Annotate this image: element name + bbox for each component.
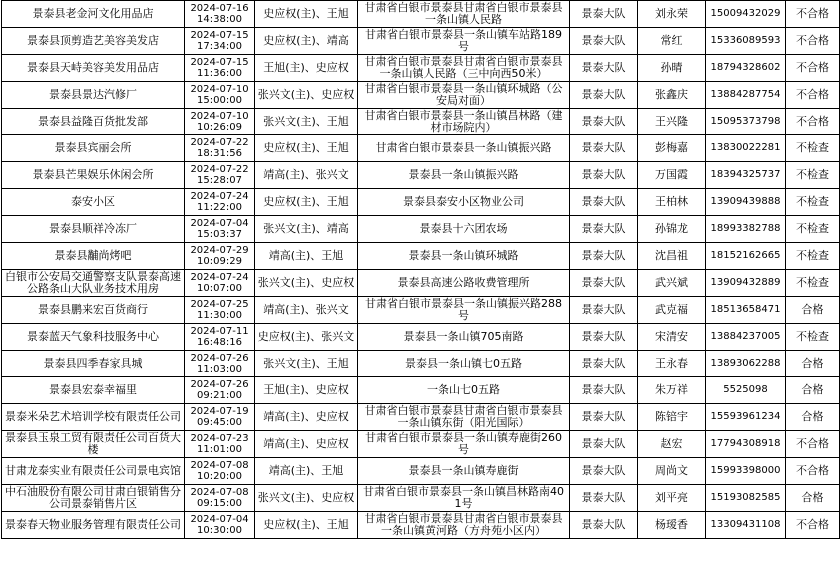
- business-name-cell: 景泰县顶剪造艺美容美发店: [2, 27, 185, 54]
- address-cell: 甘肃省白银市景泰县一条山镇昌林路（建材市场院内）: [358, 108, 570, 135]
- inspection-time: 09:21:00: [197, 390, 242, 402]
- inspectors-cell: 史应权(主)、王旭: [255, 135, 358, 162]
- inspection-datetime-cell: [185, 269, 255, 296]
- inspection-datetime-cell: [185, 485, 255, 512]
- unit-cell: 景泰大队: [570, 81, 638, 108]
- contact-person-cell: 沈昌祖: [638, 243, 706, 270]
- inspection-time: 15:03:37: [197, 229, 242, 241]
- inspection-datetime-cell: [185, 216, 255, 243]
- contact-person-cell: 刘平亮: [638, 485, 706, 512]
- result-cell: 合格: [786, 377, 840, 404]
- inspectors-cell: 史应权(主)、靖高: [255, 27, 358, 54]
- contact-person-cell: 孙晴: [638, 54, 706, 81]
- contact-person-cell: 陈锫宇: [638, 404, 706, 431]
- phone-cell: 15336089593: [706, 27, 786, 54]
- inspection-datetime-cell: [185, 458, 255, 485]
- business-name-cell: 中石油股份有限公司甘肃白银销售分公司景泰销售片区: [2, 485, 185, 512]
- address-cell: 甘肃省白银市景泰县一条山镇寿鹿街260号: [358, 431, 570, 458]
- inspection-datetime-cell: [185, 27, 255, 54]
- business-name-cell: 景泰县四季春家具城: [2, 350, 185, 377]
- inspection-datetime-cell: [185, 135, 255, 162]
- inspectors-cell: 史应权(主)、王旭: [255, 511, 358, 538]
- unit-cell: 景泰大队: [570, 135, 638, 162]
- unit-cell: 景泰大队: [570, 189, 638, 216]
- table-row: [2, 350, 840, 377]
- inspection-datetime-cell: [185, 1, 255, 28]
- inspection-time: 09:45:00: [197, 417, 242, 429]
- unit-cell: 景泰大队: [570, 350, 638, 377]
- business-name-cell: 景泰县老金河文化用品店: [2, 1, 185, 28]
- business-name-cell: 景泰县玉泉工贸有限责任公司百货大楼: [2, 431, 185, 458]
- contact-person-cell: 赵宏: [638, 431, 706, 458]
- unit-cell: 景泰大队: [570, 243, 638, 270]
- unit-cell: 景泰大队: [570, 431, 638, 458]
- phone-cell: 18513658471: [706, 296, 786, 323]
- contact-person-cell: 王永春: [638, 350, 706, 377]
- inspection-date: 2024-07-19: [190, 406, 249, 418]
- inspection-date: 2024-07-04: [190, 218, 249, 230]
- inspection-time: 11:22:00: [197, 202, 242, 214]
- table-row: [2, 377, 840, 404]
- business-name-cell: 景泰县宏泰幸福里: [2, 377, 185, 404]
- inspectors-cell: 靖高(主)、王旭: [255, 458, 358, 485]
- inspection-date: 2024-07-11: [190, 325, 249, 337]
- phone-cell: 13884287754: [706, 81, 786, 108]
- inspection-date: 2024-07-26: [190, 379, 249, 391]
- inspection-datetime-cell: [185, 54, 255, 81]
- table-row: [2, 243, 840, 270]
- unit-cell: 景泰大队: [570, 108, 638, 135]
- result-cell: 合格: [786, 485, 840, 512]
- unit-cell: 景泰大队: [570, 1, 638, 28]
- inspectors-cell: 史应权(主)、王旭: [255, 189, 358, 216]
- inspection-date: 2024-07-04: [190, 513, 249, 525]
- unit-cell: 景泰大队: [570, 404, 638, 431]
- phone-cell: 13893062288: [706, 350, 786, 377]
- result-cell: 合格: [786, 404, 840, 431]
- inspection-time: 18:31:56: [197, 148, 242, 160]
- result-cell: 不检查: [786, 216, 840, 243]
- inspection-time: 11:30:00: [197, 309, 242, 321]
- business-name-cell: 泰安小区: [2, 189, 185, 216]
- inspection-datetime-cell: [185, 243, 255, 270]
- inspectors-cell: 靖高(主)、史应权: [255, 431, 358, 458]
- inspection-time: 11:03:00: [197, 363, 242, 375]
- inspection-datetime-cell: [185, 350, 255, 377]
- result-cell: 不检查: [786, 243, 840, 270]
- result-cell: 不合格: [786, 1, 840, 28]
- table-row: [2, 323, 840, 350]
- business-name-cell: 景泰县天峙美容美发用品店: [2, 54, 185, 81]
- inspection-time: 11:36:00: [197, 67, 242, 79]
- phone-cell: 13909439888: [706, 189, 786, 216]
- phone-cell: 15593961234: [706, 404, 786, 431]
- inspectors-cell: 张兴文(主)、王旭: [255, 350, 358, 377]
- phone-cell: 15993398000: [706, 458, 786, 485]
- inspection-datetime-cell: [185, 323, 255, 350]
- contact-person-cell: 宋清安: [638, 323, 706, 350]
- inspection-datetime-cell: [185, 511, 255, 538]
- address-cell: 景泰县十六团农场: [358, 216, 570, 243]
- phone-cell: 18152162665: [706, 243, 786, 270]
- result-cell: 不合格: [786, 108, 840, 135]
- inspection-date: 2024-07-23: [190, 433, 249, 445]
- table-row: [2, 296, 840, 323]
- phone-cell: 15095373798: [706, 108, 786, 135]
- table-row: [2, 135, 840, 162]
- result-cell: 不合格: [786, 27, 840, 54]
- unit-cell: 景泰大队: [570, 269, 638, 296]
- phone-cell: 18993382788: [706, 216, 786, 243]
- inspection-datetime-cell: [185, 377, 255, 404]
- business-name-cell: 景泰春天物业服务管理有限责任公司: [2, 511, 185, 538]
- inspection-datetime-cell: [185, 296, 255, 323]
- inspection-time: 10:09:29: [197, 255, 242, 267]
- table-row: [2, 1, 840, 28]
- result-cell: 合格: [786, 296, 840, 323]
- unit-cell: 景泰大队: [570, 216, 638, 243]
- address-cell: 景泰县高速公路收费管理所: [358, 269, 570, 296]
- inspection-date: 2024-07-22: [190, 137, 249, 149]
- inspection-datetime-cell: [185, 81, 255, 108]
- contact-person-cell: 王兴隆: [638, 108, 706, 135]
- unit-cell: 景泰大队: [570, 377, 638, 404]
- inspection-date: 2024-07-24: [190, 191, 249, 203]
- business-name-cell: 景泰县宾丽会所: [2, 135, 185, 162]
- result-cell: 不检查: [786, 323, 840, 350]
- address-cell: 甘肃省白银市景泰县一条山镇振兴路: [358, 135, 570, 162]
- inspection-date: 2024-07-25: [190, 298, 249, 310]
- contact-person-cell: 武克福: [638, 296, 706, 323]
- table-row: [2, 162, 840, 189]
- phone-cell: 13309431108: [706, 511, 786, 538]
- inspection-date: 2024-07-26: [190, 352, 249, 364]
- business-name-cell: 景泰县益隆百货批发部: [2, 108, 185, 135]
- address-cell: 甘肃省白银市景泰县甘肃省白银市景泰县一条山镇东街（阳光国际）: [358, 404, 570, 431]
- address-cell: 甘肃省白银市景泰县一条山镇车站路189号: [358, 27, 570, 54]
- address-cell: 景泰县一条山镇705南路: [358, 323, 570, 350]
- inspectors-cell: 张兴文(主)、史应权: [255, 485, 358, 512]
- address-cell: 甘肃省白银市景泰县甘肃省白银市景泰县一条山镇黄河路（方舟苑小区内）: [358, 511, 570, 538]
- phone-cell: 17794308918: [706, 431, 786, 458]
- inspection-datetime-cell: [185, 162, 255, 189]
- table-row: [2, 108, 840, 135]
- inspectors-cell: 靖高(主)、张兴文: [255, 162, 358, 189]
- inspectors-cell: 王旭(主)、史应权: [255, 54, 358, 81]
- inspectors-cell: 史应权(主)、王旭: [255, 1, 358, 28]
- table-row: [2, 485, 840, 512]
- business-name-cell: 景泰县景达汽修厂: [2, 81, 185, 108]
- inspection-datetime-cell: [185, 189, 255, 216]
- inspection-date: 2024-07-22: [190, 164, 249, 176]
- inspection-date: 2024-07-29: [190, 244, 249, 256]
- table-row: [2, 458, 840, 485]
- inspection-date: 2024-07-15: [190, 29, 249, 41]
- contact-person-cell: 万国霞: [638, 162, 706, 189]
- inspection-time: 10:30:00: [197, 524, 242, 536]
- inspectors-cell: 靖高(主)、张兴文: [255, 296, 358, 323]
- inspectors-cell: 张兴文(主)、靖高: [255, 216, 358, 243]
- result-cell: 不合格: [786, 54, 840, 81]
- result-cell: 不合格: [786, 458, 840, 485]
- address-cell: 景泰县一条山镇环城路: [358, 243, 570, 270]
- address-cell: 甘肃省白银市景泰县甘肃省白银市景泰县一条山镇人民路: [358, 1, 570, 28]
- phone-cell: 13884237005: [706, 323, 786, 350]
- table-row: [2, 511, 840, 538]
- inspection-time: 15:00:00: [197, 94, 242, 106]
- address-cell: 甘肃省白银市景泰县甘肃省白银市景泰县一条山镇人民路（三中向西50米）: [358, 54, 570, 81]
- result-cell: 不合格: [786, 81, 840, 108]
- contact-person-cell: 张鑫庆: [638, 81, 706, 108]
- inspectors-cell: 张兴文(主)、王旭: [255, 108, 358, 135]
- inspectors-cell: 靖高(主)、王旭: [255, 243, 358, 270]
- result-cell: 不检查: [786, 162, 840, 189]
- contact-person-cell: 常红: [638, 27, 706, 54]
- table-row: [2, 27, 840, 54]
- table-row: [2, 81, 840, 108]
- inspection-table: [1, 0, 840, 539]
- unit-cell: 景泰大队: [570, 323, 638, 350]
- inspectors-cell: 靖高(主)、史应权: [255, 404, 358, 431]
- phone-cell: 18394325737: [706, 162, 786, 189]
- phone-cell: 5525098: [706, 377, 786, 404]
- unit-cell: 景泰大队: [570, 485, 638, 512]
- table-row: [2, 404, 840, 431]
- inspection-time: 10:07:00: [197, 282, 242, 294]
- contact-person-cell: 刘永荣: [638, 1, 706, 28]
- inspection-time: 10:20:00: [197, 471, 242, 483]
- contact-person-cell: 孙锦龙: [638, 216, 706, 243]
- result-cell: 不合格: [786, 431, 840, 458]
- inspection-datetime-cell: [185, 108, 255, 135]
- business-name-cell: 甘肃龙泰实业有限责任公司景电宾馆: [2, 458, 185, 485]
- business-name-cell: 景泰米朵艺术培训学校有限责任公司: [2, 404, 185, 431]
- address-cell: 甘肃省白银市景泰县一条山镇昌林路南401号: [358, 485, 570, 512]
- address-cell: 景泰县一条山镇振兴路: [358, 162, 570, 189]
- inspection-datetime-cell: [185, 431, 255, 458]
- business-name-cell: 景泰县黼尚烤吧: [2, 243, 185, 270]
- inspection-datetime-cell: [185, 404, 255, 431]
- contact-person-cell: 武兴斌: [638, 269, 706, 296]
- address-cell: 一条山七0五路: [358, 377, 570, 404]
- inspectors-cell: 张兴文(主)、史应权: [255, 269, 358, 296]
- inspection-date: 2024-07-08: [190, 460, 249, 472]
- result-cell: 合格: [786, 350, 840, 377]
- contact-person-cell: 周尚文: [638, 458, 706, 485]
- business-name-cell: 白银市公安局交通警察支队景泰高速公路条山大队业务技术用房: [2, 269, 185, 296]
- inspection-date: 2024-07-10: [190, 83, 249, 95]
- inspection-date: 2024-07-08: [190, 486, 249, 498]
- phone-cell: 15193082585: [706, 485, 786, 512]
- table-row: [2, 189, 840, 216]
- table-row: [2, 54, 840, 81]
- table-body: [2, 1, 840, 539]
- unit-cell: 景泰大队: [570, 54, 638, 81]
- phone-cell: 15009432029: [706, 1, 786, 28]
- phone-cell: 18794328602: [706, 54, 786, 81]
- address-cell: 甘肃省白银市景泰县一条山镇振兴路288号: [358, 296, 570, 323]
- result-cell: 不检查: [786, 269, 840, 296]
- inspection-time: 10:26:09: [197, 121, 242, 133]
- unit-cell: 景泰大队: [570, 162, 638, 189]
- result-cell: 不检查: [786, 135, 840, 162]
- unit-cell: 景泰大队: [570, 458, 638, 485]
- address-cell: 景泰县一条山镇寿鹿街: [358, 458, 570, 485]
- inspection-time: 09:15:00: [197, 497, 242, 509]
- address-cell: 甘肃省白银市景泰县一条山镇环城路（公安局对面）: [358, 81, 570, 108]
- business-name-cell: 景泰蓝天气象科技服务中心: [2, 323, 185, 350]
- address-cell: 景泰县一条山镇七0五路: [358, 350, 570, 377]
- result-cell: 不检查: [786, 189, 840, 216]
- business-name-cell: 景泰县芒果娱乐休闲会所: [2, 162, 185, 189]
- inspection-date: 2024-07-24: [190, 271, 249, 283]
- phone-cell: 13830022281: [706, 135, 786, 162]
- inspectors-cell: 史应权(主)、张兴文: [255, 323, 358, 350]
- inspection-time: 11:01:00: [197, 444, 242, 456]
- inspectors-cell: 王旭(主)、史应权: [255, 377, 358, 404]
- phone-cell: 13909432889: [706, 269, 786, 296]
- contact-person-cell: 王柏林: [638, 189, 706, 216]
- unit-cell: 景泰大队: [570, 511, 638, 538]
- inspection-time: 17:34:00: [197, 40, 242, 52]
- inspection-date: 2024-07-15: [190, 56, 249, 68]
- inspection-time: 14:38:00: [197, 13, 242, 25]
- table-row: [2, 269, 840, 296]
- result-cell: 不合格: [786, 511, 840, 538]
- inspection-time: 16:48:16: [197, 336, 242, 348]
- unit-cell: 景泰大队: [570, 27, 638, 54]
- inspectors-cell: 张兴文(主)、史应权: [255, 81, 358, 108]
- address-cell: 景泰县泰安小区物业公司: [358, 189, 570, 216]
- unit-cell: 景泰大队: [570, 296, 638, 323]
- inspection-date: 2024-07-10: [190, 110, 249, 122]
- business-name-cell: 景泰县鹏来宏百货商行: [2, 296, 185, 323]
- inspection-date: 2024-07-16: [190, 2, 249, 14]
- inspection-time: 15:28:07: [197, 175, 242, 187]
- contact-person-cell: 杨瑷香: [638, 511, 706, 538]
- table-row: [2, 216, 840, 243]
- business-name-cell: 景泰县顺祥冷冻厂: [2, 216, 185, 243]
- contact-person-cell: 彭梅嘉: [638, 135, 706, 162]
- table-row: [2, 431, 840, 458]
- contact-person-cell: 朱万祥: [638, 377, 706, 404]
